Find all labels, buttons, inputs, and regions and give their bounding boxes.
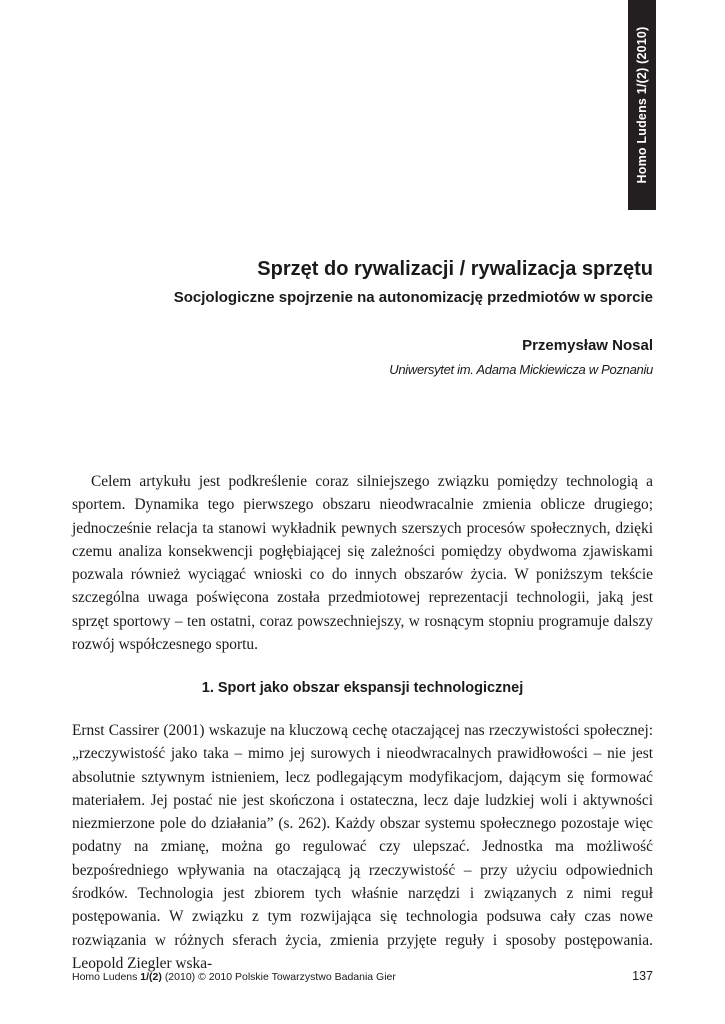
footer-copyright: (2010) © 2010 Polskie Towarzystwo Badania Gier bbox=[164, 971, 396, 983]
body-paragraph: Ernst Cassirer (2001) wskazuje na kluczową cechę otaczającej nas rzeczywistości społecznej: „rzeczywistość jako taka – mimo jej surowych i nieodwracalnych prawidłowości – nie jest absolutnie sztywnym istnieniem, lecz podlegającym modyfikacjom, dającym się formować materiałem. Jej postać nie jest skończona i ostateczna, lecz daje ludzkiej woli i aktywności niezmierzone pole do działania” (s. 262). Każdy obszar systemu społecznego pozostaje więc podatny na zmianę, można go regulować czy ulepszać. Jednostka ma możliwość bezpośredniego wpływania na otaczającą ją rzeczywistość – przy użyciu odpowiednich środków. Technologia jest zbiorem tych właśnie narzędzi i związanych z nimi reguł postępowania. W związku z tym rozwijająca się technologia podsuwa cały czas nowe rozwiązania w różnych sferach życia, zmienia przyjęte reguły i sposoby postępowania. Leopold Ziegler wska- bbox=[72, 722, 653, 972]
footer-journal: Homo Ludens bbox=[72, 971, 138, 983]
journal-side-tab-label: Homo Ludens 1/(2) (2010) bbox=[635, 26, 649, 184]
article-title: Sprzęt do rywalizacji / rywalizacja sprzętu bbox=[257, 258, 653, 280]
page-number: 137 bbox=[632, 969, 653, 983]
author-affiliation: Uniwersytet im. Adama Mickiewicza w Poznaniu bbox=[389, 362, 653, 377]
section-heading: 1. Sport jako obszar ekspansji technologicznej bbox=[201, 680, 524, 696]
journal-side-tab bbox=[628, 0, 656, 210]
page-footer bbox=[72, 971, 396, 983]
abstract-paragraph: Celem artykułu jest podkreślenie coraz silniejszego związku pomiędzy technologią a sportem. Dynamika tego pierwszego obszaru nieodwracalnie zmienia oblicze drugiego; jednocześnie relacja ta stanowi wykładnik pewnych szerszych procesów społecznych, dzięki czemu analiza konsekwencji pogłębiającej się zależności pomiędzy obydwoma zjawiskami pozwala również wyciągać wnioski co do innych obszarów życia. W poniższym tekście szczególna uwaga poświęcona została przedmiotowej reprezentacji technologii, jaką jest sprzęt sportowy – ten ostatni, coraz powszechniejszy, w rosnącym stopniu programuje dalszy rozwój współczesnego sportu. bbox=[72, 473, 653, 654]
author-name: Przemysław Nosal bbox=[522, 337, 653, 354]
footer-issue: 1/(2) bbox=[140, 971, 162, 983]
article-subtitle: Socjologiczne spojrzenie na autonomizację przedmiotów w sporcie bbox=[173, 289, 653, 306]
